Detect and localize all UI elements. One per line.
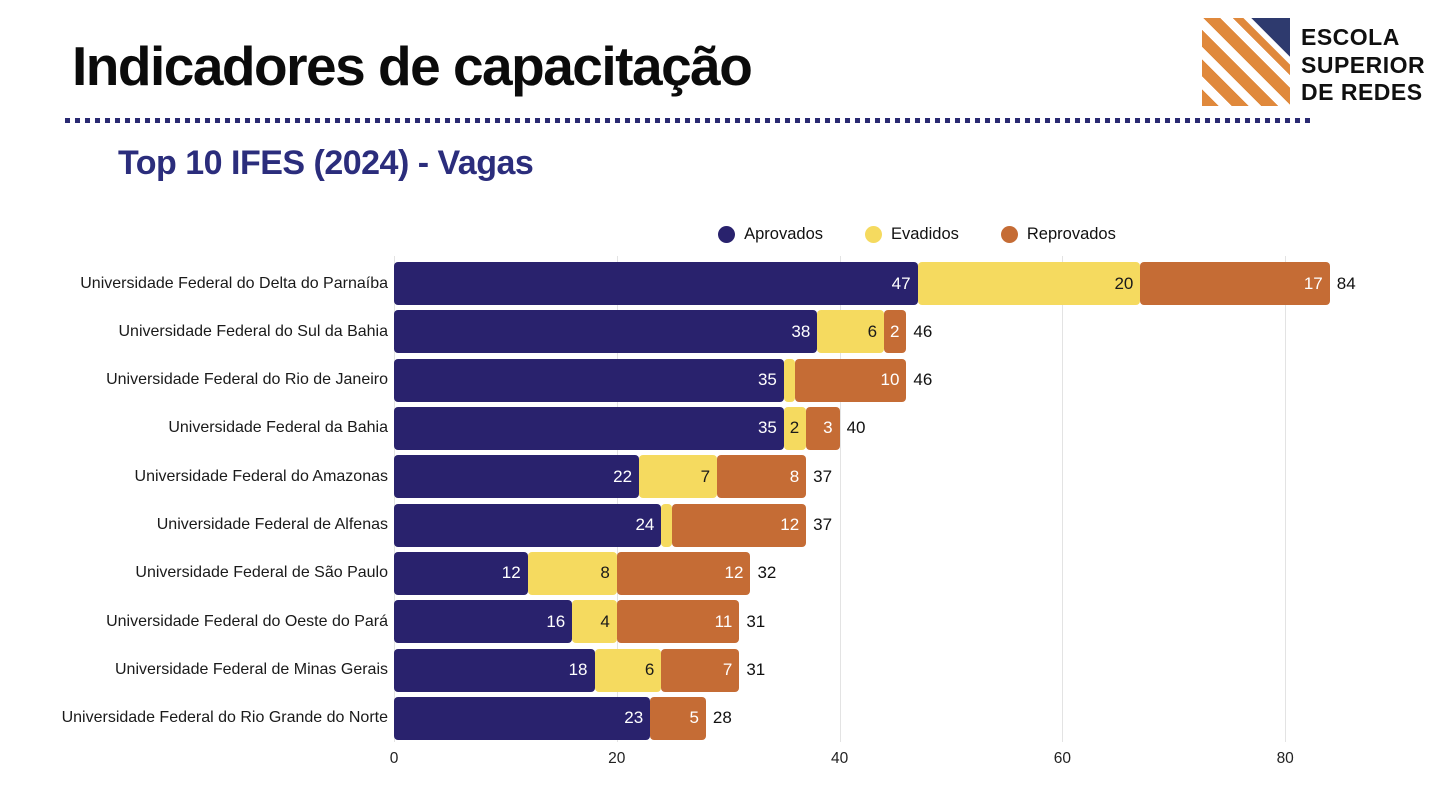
- x-tick-0: 0: [389, 750, 399, 767]
- legend-item-reprovados: [1001, 225, 1116, 244]
- bar-value-label: 20: [1114, 273, 1134, 293]
- logo-line-3: DE REDES: [1301, 79, 1423, 105]
- category-label: Universidade Federal do Oeste do Pará: [106, 612, 388, 630]
- bar-segment-aprovados: [394, 407, 784, 450]
- legend-label: Reprovados: [1026, 224, 1116, 243]
- bar-segment-reprovados: [806, 407, 839, 450]
- bar-segment-aprovados: [394, 552, 528, 595]
- reprovados-swatch-icon: [1001, 226, 1018, 243]
- stacked-bar: [394, 504, 806, 547]
- bar-segment-reprovados: [1140, 262, 1329, 305]
- bar-value-label: 6: [867, 321, 878, 341]
- bar-value-label: 2: [889, 321, 900, 341]
- bar-row: [30, 697, 1420, 740]
- bar-row: [30, 407, 1420, 450]
- bar-value-label: 35: [757, 418, 777, 438]
- stacked-bar: [394, 359, 906, 402]
- bar-value-label: 22: [613, 466, 633, 486]
- legend-item-evadidos: [865, 225, 959, 244]
- bar-segment-evadidos: [661, 504, 672, 547]
- total-label: 31: [746, 611, 766, 631]
- x-tick-80: 80: [1276, 750, 1294, 767]
- chart-rows: [30, 262, 1420, 740]
- bar-value-label: 6: [644, 660, 655, 680]
- category-label: Universidade Federal de São Paulo: [135, 564, 388, 582]
- bar-value-label: 18: [568, 660, 588, 680]
- x-axis: [389, 750, 1440, 772]
- bar-segment-evadidos: [918, 262, 1141, 305]
- logo-line-2: SUPERIOR: [1301, 51, 1426, 78]
- legend-label: Evadidos: [891, 224, 959, 243]
- bar-segment-aprovados: [394, 697, 650, 740]
- bar-row: [30, 600, 1420, 643]
- bar-value-label: 8: [600, 563, 610, 583]
- bar-value-label: 47: [891, 273, 911, 293]
- bar-segment-evadidos: [817, 310, 884, 353]
- logo-line-1: ESCOLA: [1301, 24, 1400, 50]
- bar-row: [30, 262, 1420, 305]
- bar-row: [30, 310, 1420, 353]
- category-label: Universidade Federal do Sul da Bahia: [118, 322, 388, 340]
- stacked-bar: [394, 697, 706, 740]
- category-label: Universidade Federal de Alfenas: [156, 516, 388, 534]
- bar-value-label: 7: [700, 466, 711, 486]
- bar-row: [30, 359, 1420, 402]
- x-tick-20: 20: [608, 750, 626, 767]
- total-label: 46: [913, 370, 933, 390]
- stacked-bar: [394, 649, 739, 692]
- total-label: 46: [913, 321, 933, 341]
- bar-segment-evadidos: [784, 407, 806, 450]
- bar-value-label: 8: [789, 466, 800, 486]
- stacked-bar: [394, 552, 750, 595]
- total-label: 32: [757, 563, 777, 583]
- bar-value-label: 12: [724, 563, 744, 583]
- bar-segment-evadidos: [595, 649, 662, 692]
- bar-segment-evadidos: [528, 552, 617, 595]
- total-label: 37: [813, 515, 833, 535]
- bar-value-label: 17: [1303, 273, 1323, 293]
- total-label: 84: [1336, 273, 1356, 293]
- bar-row: [30, 504, 1420, 547]
- bar-segment-evadidos: [572, 600, 617, 643]
- bar-segment-reprovados: [650, 697, 706, 740]
- total-label: 37: [813, 466, 833, 486]
- category-label: Universidade Federal do Rio de Janeiro: [106, 371, 388, 389]
- bar-value-label: 2: [789, 418, 800, 438]
- bar-segment-reprovados: [617, 600, 740, 643]
- bar-value-label: 12: [501, 563, 521, 583]
- bar-segment-reprovados: [661, 649, 739, 692]
- bar-segment-aprovados: [394, 600, 572, 643]
- bar-segment-reprovados: [672, 504, 806, 547]
- bar-value-label: 5: [689, 708, 699, 728]
- stacked-bar: [394, 262, 1330, 305]
- bar-segment-reprovados: [717, 455, 806, 498]
- category-label: Universidade Federal do Amazonas: [134, 467, 388, 485]
- bar-row: [30, 552, 1420, 595]
- stacked-bar: [394, 310, 906, 353]
- dotted-divider: [65, 118, 1312, 123]
- bar-row: [30, 455, 1420, 498]
- bar-value-label: 23: [624, 708, 644, 728]
- x-tick-40: 40: [830, 750, 849, 767]
- bar-segment-aprovados: [394, 504, 661, 547]
- bar-segment-reprovados: [884, 310, 906, 353]
- bar-value-label: 35: [757, 370, 777, 390]
- bar-segment-aprovados: [394, 359, 784, 402]
- bar-value-label: 24: [635, 515, 655, 535]
- esr-logo-wordmark: [1301, 24, 1425, 107]
- category-label: Universidade Federal da Bahia: [168, 419, 388, 437]
- aprovados-swatch-icon: [718, 226, 735, 243]
- bar-value-label: 38: [791, 321, 811, 341]
- stacked-bar: [394, 407, 840, 450]
- bar-value-label: 11: [714, 611, 733, 631]
- chart-title: Top 10 IFES (2024) - Vagas: [118, 144, 534, 182]
- category-label: Universidade Federal do Delta do Parnaíba: [80, 274, 388, 292]
- x-tick-60: 60: [1053, 750, 1072, 767]
- category-label: Universidade Federal de Minas Gerais: [114, 661, 388, 679]
- bar-value-label: 7: [722, 660, 733, 680]
- total-label: 28: [712, 708, 732, 728]
- bar-value-label: 10: [880, 370, 900, 390]
- total-label: 40: [846, 418, 866, 438]
- bar-segment-evadidos: [639, 455, 717, 498]
- bar-segment-aprovados: [394, 310, 817, 353]
- bar-value-label: 4: [600, 611, 610, 631]
- stacked-bar: [394, 455, 806, 498]
- legend-label: Aprovados: [744, 224, 823, 243]
- bar-segment-reprovados: [795, 359, 906, 402]
- total-label: 31: [746, 660, 766, 680]
- page-title: Indicadores de capacitação: [72, 35, 752, 97]
- evadidos-swatch-icon: [865, 226, 882, 243]
- bar-value-label: 16: [546, 611, 566, 631]
- esr-logo-icon: [1202, 18, 1290, 106]
- stacked-bar: [394, 600, 739, 643]
- category-label: Universidade Federal do Rio Grande do Norte: [61, 709, 388, 727]
- bar-value-label: 3: [823, 418, 833, 438]
- bar-segment-reprovados: [617, 552, 751, 595]
- bar-value-label: 12: [780, 515, 800, 535]
- bar-segment-aprovados: [394, 649, 595, 692]
- bar-segment-evadidos: [784, 359, 795, 402]
- legend-item-aprovados: [718, 225, 823, 244]
- bar-row: [30, 649, 1420, 692]
- bar-segment-aprovados: [394, 262, 918, 305]
- chart-legend: [394, 220, 1440, 248]
- bar-segment-aprovados: [394, 455, 639, 498]
